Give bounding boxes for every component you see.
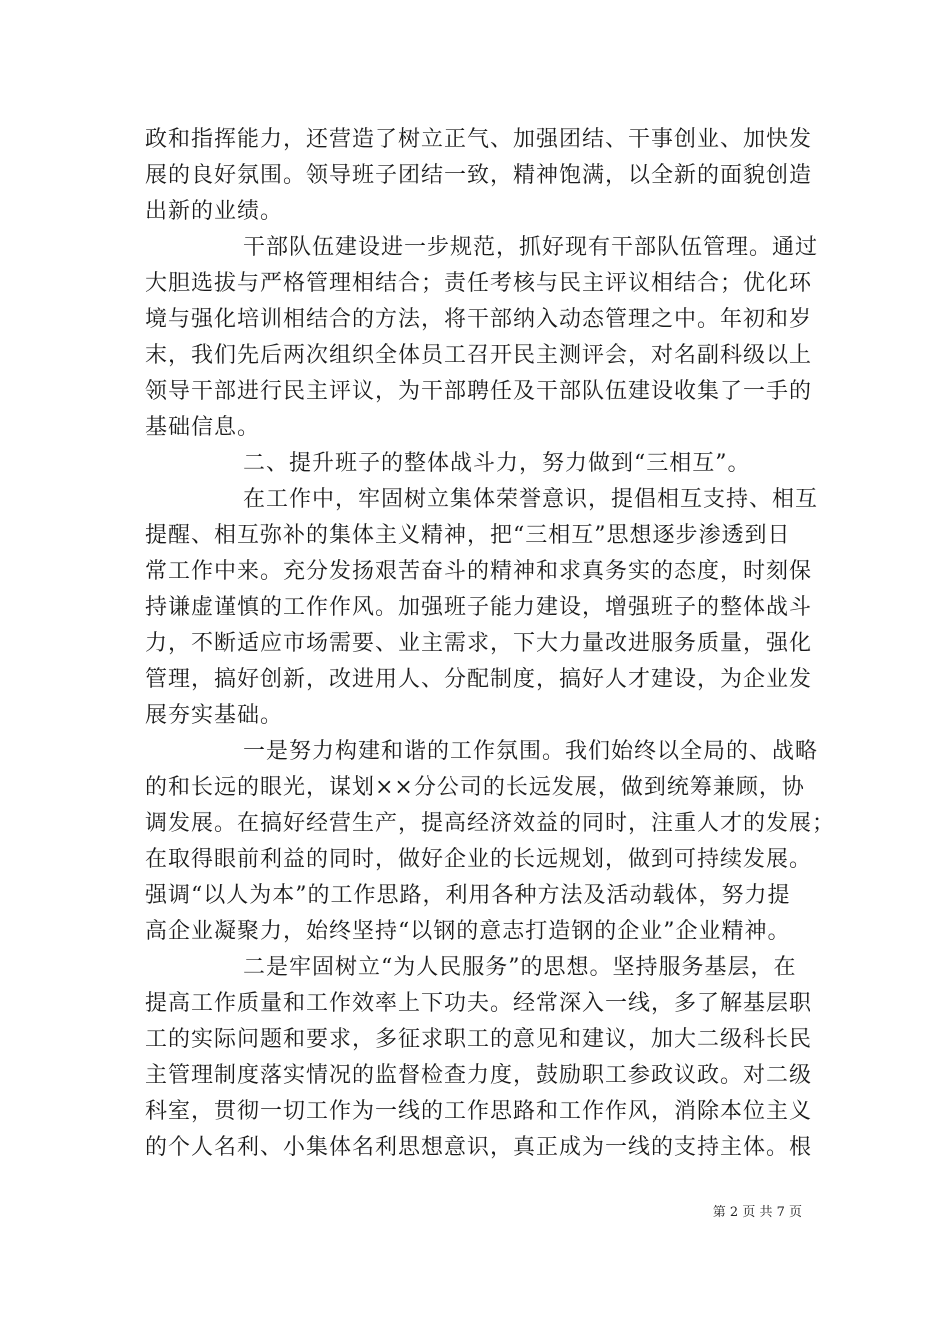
paragraph-start-line: 在工作中，牢固树立集体荣誉意识，提倡相互支持、相互 xyxy=(243,487,819,512)
text-line: 提醒、相互弥补的集体主义精神，把“三相互”思想逐步渗透到日 xyxy=(145,523,791,548)
text-line: 在取得眼前利益的同时，做好企业的长远规划，做到可持续发展。 xyxy=(145,847,813,872)
text-line: 持谦虚谨慎的工作作风。加强班子能力建设，增强班子的整体战斗 xyxy=(145,595,813,620)
text-line: 基础信息。 xyxy=(145,415,261,440)
paragraph-start-line: 干部队伍建设进一步规范，抓好现有干部队伍管理。通过 xyxy=(243,235,819,260)
text-line: 展夯实基础。 xyxy=(145,703,284,728)
paragraph-start-line: 一是努力构建和谐的工作氛围。我们始终以全局的、战略 xyxy=(243,739,819,764)
text-line: 末，我们先后两次组织全体员工召开民主测评会，对名副科级以上 xyxy=(145,343,813,368)
text-line: 常工作中来。充分发扬艰苦奋斗的精神和求真务实的态度，时刻保 xyxy=(145,559,813,584)
text-line: 科室，贯彻一切工作为一线的工作思路和工作作风，消除本位主义 xyxy=(145,1099,813,1124)
text-line: 高企业凝聚力，始终坚持“以钢的意志打造钢的企业”企业精神。 xyxy=(145,919,791,944)
text-line: 力，不断适应市场需要、业主需求，下大力量改进服务质量，强化 xyxy=(145,631,813,656)
text-line: 大胆选拔与严格管理相结合；责任考核与民主评议相结合；优化环 xyxy=(145,271,813,296)
text-line: 强调“以人为本”的工作思路，利用各种方法及活动载体，努力提 xyxy=(145,883,791,908)
text-line: 的个人名利、小集体名利思想意识，真正成为一线的支持主体。根 xyxy=(145,1135,813,1160)
text-line: 提高工作质量和工作效率上下功夫。经常深入一线，多了解基层职 xyxy=(145,991,813,1016)
text-line: 出新的业绩。 xyxy=(145,199,284,224)
text-line: 的和长远的眼光，谋划××分公司的长远发展，做到统筹兼顾，协 xyxy=(145,775,805,800)
text-line: 展的良好氛围。领导班子团结一致，精神饱满，以全新的面貌创造 xyxy=(145,163,813,188)
text-line: 境与强化培训相结合的方法，将干部纳入动态管理之中。年初和岁 xyxy=(145,307,813,332)
page-number-footer: 第 2 页 共 7 页 xyxy=(712,1205,802,1220)
text-line: 主管理制度落实情况的监督检查力度，鼓励职工参政议政。对二级 xyxy=(145,1063,813,1088)
text-line: 领导干部进行民主评议，为干部聘任及干部队伍建设收集了一手的 xyxy=(145,379,813,404)
text-line: 调发展。在搞好经营生产，提高经济效益的同时，注重人才的发展； xyxy=(145,811,836,836)
section-heading: 二、提升班子的整体战斗力，努力做到“三相互”。 xyxy=(243,451,751,476)
text-line: 政和指挥能力，还营造了树立正气、加强团结、干事创业、加快发 xyxy=(145,127,813,152)
text-line: 工的实际问题和要求，多征求职工的意见和建议，加大二级科长民 xyxy=(145,1027,813,1052)
paragraph-start-line: 二是牢固树立“为人民服务”的思想。坚持服务基层，在 xyxy=(243,955,797,980)
text-line: 管理，搞好创新，改进用人、分配制度，搞好人才建设，为企业发 xyxy=(145,667,813,692)
